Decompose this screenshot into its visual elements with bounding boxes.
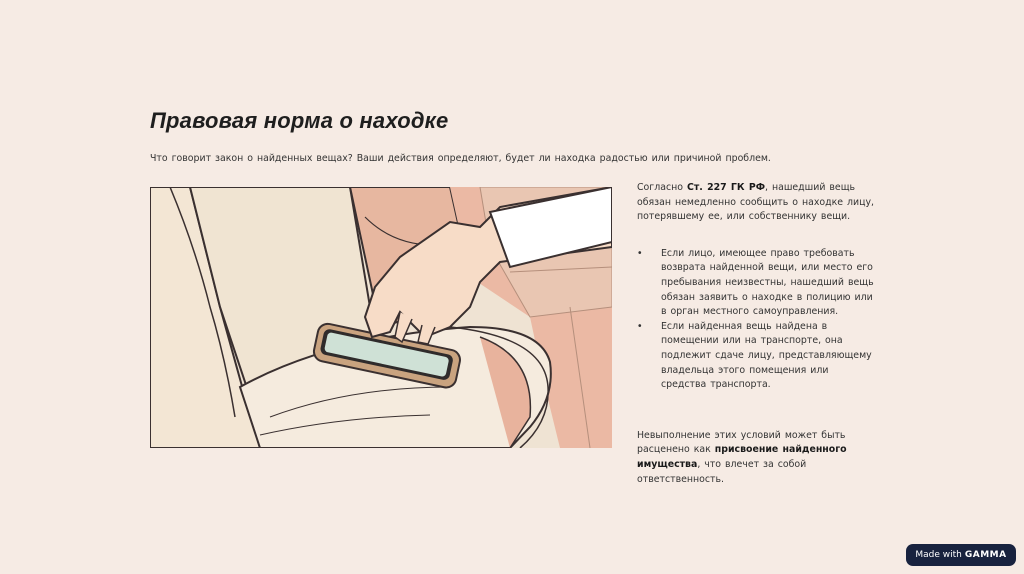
gamma-logo: GAMMA [964,550,1007,560]
list-item-text: Если лицо, имеющее право требовать возврата найденной вещи, или место его пребывания неизвестны, нашедший вещь обязан заявить о находке в полицию или в орган местного самоуправления. [661,247,874,318]
badge-prefix: Made with [915,550,962,560]
consequence-prefix: Невыполнение этих условий может быть расценено как [637,429,846,456]
hand-picking-up-phone-illustration [150,187,612,448]
legal-text-block [637,181,877,487]
consequence-suffix: , что влечет за собой ответственность. [637,458,807,485]
list-item [637,320,877,393]
consequence-term: присвоение найденного имущества [637,444,847,470]
bullet-icon: • [637,320,643,332]
article-reference: Ст. 227 ГК РФ [686,182,765,193]
consequence-paragraph [637,429,877,487]
slide-subtitle: Что говорит закон о найденных вещах? Ваши действия определяют, будет ли находка радостью или причиной проблем. [150,153,771,164]
made-with-gamma-badge[interactable] [906,544,1016,566]
list-item-text: Если найденная вещь найдена в помещении или на транспорте, она подлежит сдаче лицу, представляющему владельца этого помещения или средства транспорта. [661,320,872,391]
intro-suffix: , нашедший вещь обязан немедленно сообщить о находке лицу, потерявшему ее, или собственнику вещи. [637,182,875,223]
list-item [637,247,877,320]
slide-title: Правовая норма о находке [150,108,449,133]
rules-list [637,247,877,393]
bullet-icon: • [637,247,643,259]
intro-paragraph [637,181,877,225]
intro-prefix: Согласно [637,182,687,193]
